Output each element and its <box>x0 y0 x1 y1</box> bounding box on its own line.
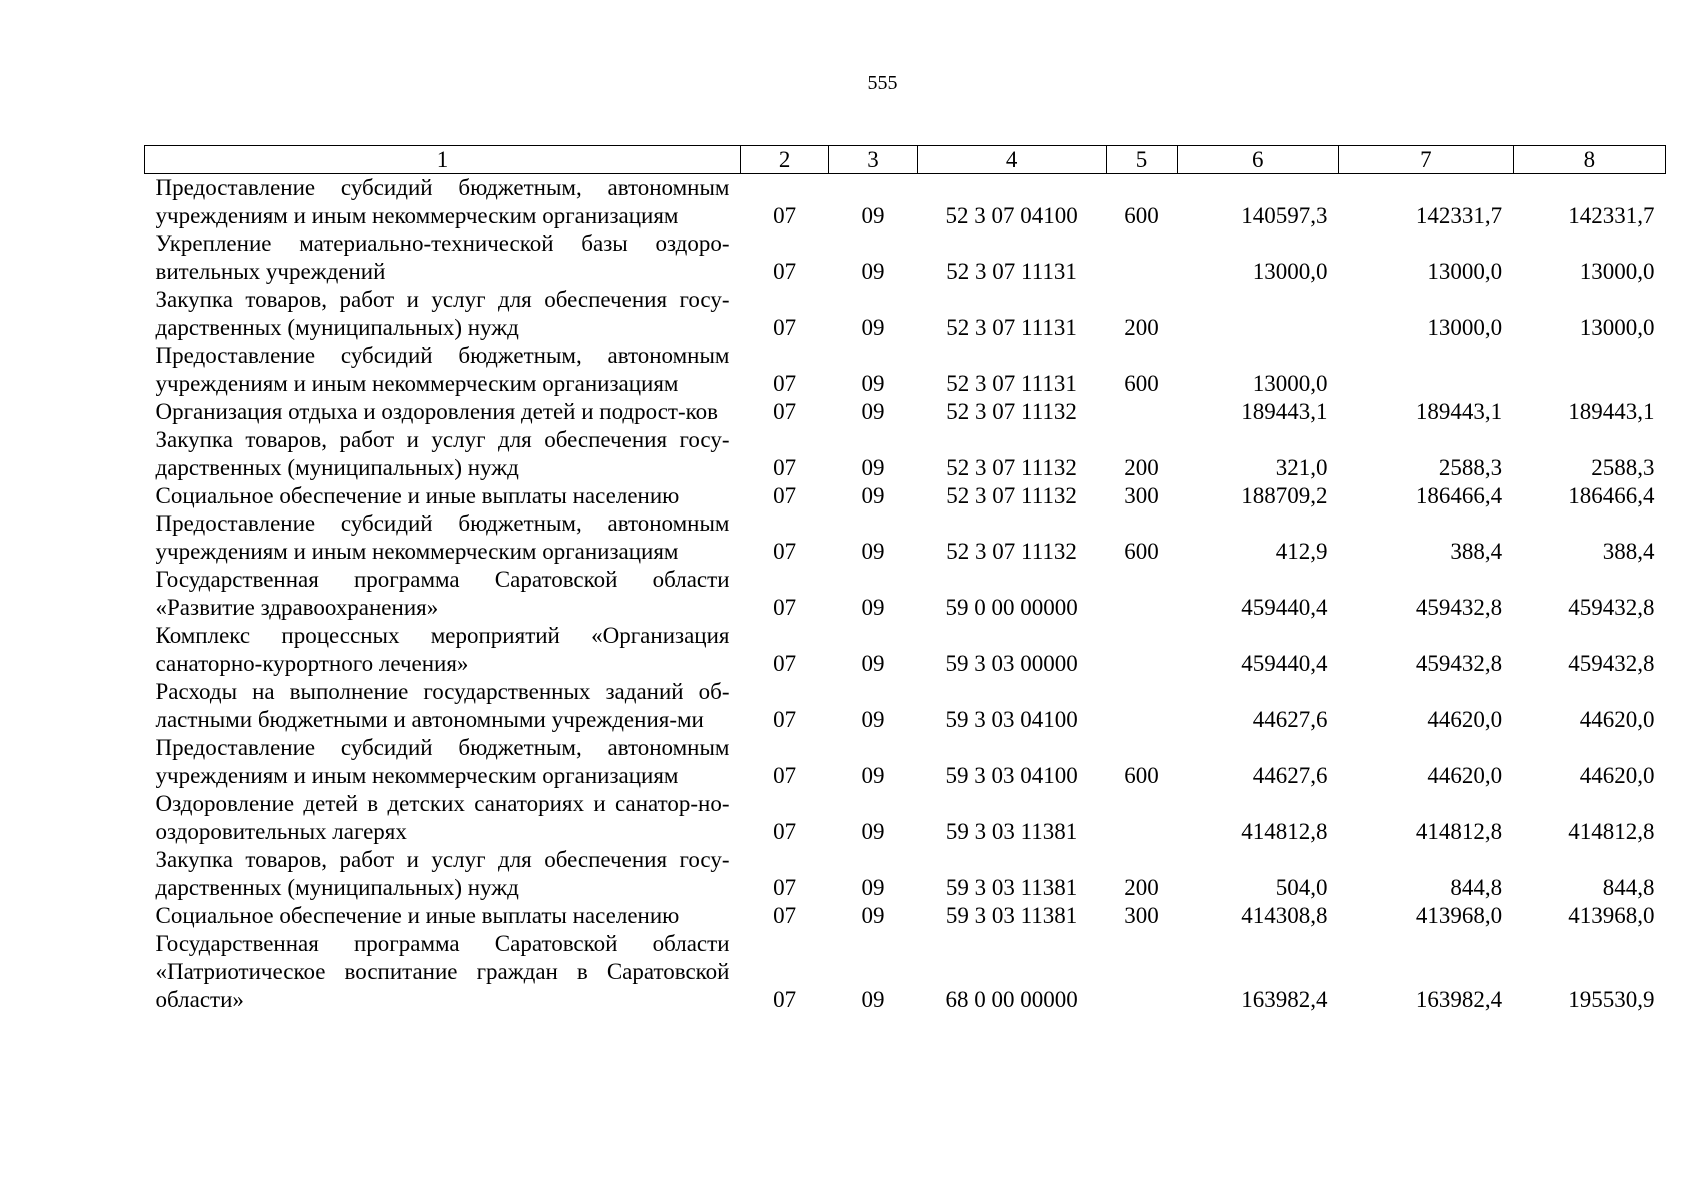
table-row <box>145 482 1666 510</box>
amount-col-6: 412,9 <box>1275 539 1328 564</box>
table-row <box>145 734 1666 790</box>
expense-type-code <box>1106 678 1177 734</box>
amount-col-8 <box>1513 342 1665 398</box>
row-name: Предоставление субсидий бюджетным, автономным учреждениям и иным некоммерческим организациям <box>155 735 730 788</box>
subsection-code: 09 <box>861 987 885 1012</box>
target-article-code: 59 3 03 11381 <box>945 819 1078 844</box>
amount-col-8: 844,8 <box>1602 875 1655 900</box>
amount-col-8: 414812,8 <box>1568 819 1655 844</box>
section-code: 07 <box>773 539 797 564</box>
target-article-code: 52 3 07 11132 <box>946 483 1077 508</box>
amount-col-7: 186466,4 <box>1415 483 1503 508</box>
amount-col-7: 459432,8 <box>1415 595 1503 620</box>
table-row <box>145 510 1666 566</box>
row-name: Закупка товаров, работ и услуг для обеспечения госу-дарственных (муниципальных) нужд <box>155 847 730 900</box>
column-header-6: 6 <box>1177 146 1338 174</box>
subsection-code: 09 <box>861 651 885 676</box>
target-article-code: 59 3 03 04100 <box>945 707 1078 732</box>
column-header-7: 7 <box>1339 146 1514 174</box>
target-article-code: 52 3 07 11132 <box>946 455 1077 480</box>
target-article-code: 59 3 03 00000 <box>945 651 1078 676</box>
expense-type-code: 600 <box>1124 203 1159 228</box>
amount-col-7: 44620,0 <box>1427 707 1503 732</box>
row-name: Комплекс процессных мероприятий «Организация санаторно-курортного лечения» <box>155 623 730 676</box>
amount-col-6: 44627,6 <box>1252 763 1328 788</box>
subsection-code: 09 <box>861 903 885 928</box>
expense-type-code <box>1106 398 1177 426</box>
amount-col-6: 163982,4 <box>1241 987 1328 1012</box>
amount-col-6: 189443,1 <box>1241 399 1328 424</box>
section-code: 07 <box>773 707 797 732</box>
column-header-2: 2 <box>741 146 829 174</box>
row-name: Социальное обеспечение и иные выплаты населению <box>155 903 680 928</box>
subsection-code: 09 <box>861 875 885 900</box>
amount-col-7: 142331,7 <box>1415 203 1503 228</box>
subsection-code: 09 <box>861 371 885 396</box>
amount-col-7: 414812,8 <box>1415 819 1503 844</box>
row-name: Предоставление субсидий бюджетным, автономным учреждениям и иным некоммерческим организациям <box>155 175 730 228</box>
budget-table <box>144 145 1666 1014</box>
column-header-5: 5 <box>1106 146 1177 174</box>
amount-col-8: 413968,0 <box>1568 903 1655 928</box>
row-name: Государственная программа Саратовской области «Патриотическое воспитание граждан в Саратовской области» <box>155 931 730 1012</box>
target-article-code: 59 3 03 04100 <box>945 763 1078 788</box>
row-name: Организация отдыха и оздоровления детей и подрост-ков <box>155 399 718 424</box>
amount-col-6: 44627,6 <box>1252 707 1328 732</box>
header-row <box>145 146 1666 174</box>
amount-col-6: 459440,4 <box>1241 595 1328 620</box>
amount-col-7: 13000,0 <box>1427 259 1503 284</box>
amount-col-8: 388,4 <box>1602 539 1655 564</box>
amount-col-7: 13000,0 <box>1427 315 1503 340</box>
amount-col-7: 844,8 <box>1450 875 1503 900</box>
subsection-code: 09 <box>861 483 885 508</box>
amount-col-7: 413968,0 <box>1415 903 1503 928</box>
expense-type-code: 200 <box>1124 875 1159 900</box>
table-row <box>145 342 1666 398</box>
table-body <box>145 174 1666 1015</box>
subsection-code: 09 <box>861 707 885 732</box>
amount-col-8: 195530,9 <box>1568 987 1655 1012</box>
amount-col-7: 2588,3 <box>1438 455 1503 480</box>
expense-type-code: 300 <box>1124 483 1159 508</box>
row-name: Расходы на выполнение государственных заданий об-ластными бюджетными и автономными учреждения-ми <box>155 679 730 732</box>
table-row <box>145 622 1666 678</box>
amount-col-8: 189443,1 <box>1568 399 1655 424</box>
amount-col-7: 459432,8 <box>1415 651 1503 676</box>
subsection-code: 09 <box>861 203 885 228</box>
expense-type-code: 300 <box>1124 903 1159 928</box>
section-code: 07 <box>773 763 797 788</box>
amount-col-8: 186466,4 <box>1568 483 1655 508</box>
amount-col-8: 13000,0 <box>1579 315 1655 340</box>
section-code: 07 <box>773 203 797 228</box>
expense-type-code <box>1106 790 1177 846</box>
column-header-8: 8 <box>1513 146 1665 174</box>
subsection-code: 09 <box>861 763 885 788</box>
target-article-code: 52 3 07 04100 <box>945 203 1078 228</box>
expense-type-code: 600 <box>1124 763 1159 788</box>
table-row <box>145 230 1666 286</box>
table-row <box>145 846 1666 902</box>
column-header-4: 4 <box>917 146 1106 174</box>
section-code: 07 <box>773 455 797 480</box>
column-header-1: 1 <box>145 146 741 174</box>
table-row <box>145 930 1666 1014</box>
amount-col-6: 13000,0 <box>1252 259 1328 284</box>
expense-type-code <box>1106 230 1177 286</box>
amount-col-7: 44620,0 <box>1427 763 1503 788</box>
target-article-code: 52 3 07 11132 <box>946 399 1077 424</box>
expense-type-code: 200 <box>1124 455 1159 480</box>
subsection-code: 09 <box>861 315 885 340</box>
target-article-code: 52 3 07 11131 <box>946 259 1077 284</box>
amount-col-8: 459432,8 <box>1568 595 1655 620</box>
amount-col-6: 459440,4 <box>1241 651 1328 676</box>
amount-col-6: 414812,8 <box>1241 819 1328 844</box>
expense-type-code <box>1106 566 1177 622</box>
amount-col-7: 189443,1 <box>1415 399 1503 424</box>
target-article-code: 52 3 07 11132 <box>946 539 1077 564</box>
subsection-code: 09 <box>861 259 885 284</box>
section-code: 07 <box>773 875 797 900</box>
amount-col-6 <box>1177 286 1338 342</box>
amount-col-7 <box>1339 342 1514 398</box>
section-code: 07 <box>773 595 797 620</box>
amount-col-8: 142331,7 <box>1568 203 1655 228</box>
section-code: 07 <box>773 483 797 508</box>
amount-col-7: 163982,4 <box>1415 987 1503 1012</box>
subsection-code: 09 <box>861 455 885 480</box>
section-code: 07 <box>773 259 797 284</box>
section-code: 07 <box>773 903 797 928</box>
target-article-code: 52 3 07 11131 <box>946 315 1077 340</box>
expense-type-code <box>1106 622 1177 678</box>
table-row <box>145 678 1666 734</box>
row-name: Предоставление субсидий бюджетным, автономным учреждениям и иным некоммерческим организациям <box>155 511 730 564</box>
amount-col-6: 140597,3 <box>1241 203 1328 228</box>
subsection-code: 09 <box>861 539 885 564</box>
row-name: Закупка товаров, работ и услуг для обеспечения госу-дарственных (муниципальных) нужд <box>155 427 730 480</box>
amount-col-6: 188709,2 <box>1241 483 1328 508</box>
table-row <box>145 902 1666 930</box>
section-code: 07 <box>773 987 797 1012</box>
amount-col-8: 44620,0 <box>1579 763 1655 788</box>
expense-type-code: 200 <box>1124 315 1159 340</box>
amount-col-6: 321,0 <box>1275 455 1328 480</box>
amount-col-8: 2588,3 <box>1591 455 1655 480</box>
column-header-3: 3 <box>829 146 917 174</box>
table-row <box>145 790 1666 846</box>
section-code: 07 <box>773 315 797 340</box>
section-code: 07 <box>773 651 797 676</box>
amount-col-6: 504,0 <box>1275 875 1328 900</box>
section-code: 07 <box>773 819 797 844</box>
target-article-code: 68 0 00 00000 <box>945 987 1078 1012</box>
expense-type-code <box>1106 930 1177 1014</box>
row-name: Социальное обеспечение и иные выплаты населению <box>155 483 680 508</box>
target-article-code: 59 3 03 11381 <box>945 875 1078 900</box>
subsection-code: 09 <box>861 819 885 844</box>
amount-col-7: 388,4 <box>1450 539 1503 564</box>
amount-col-6: 414308,8 <box>1241 903 1328 928</box>
target-article-code: 52 3 07 11131 <box>946 371 1077 396</box>
table-header <box>145 146 1666 174</box>
section-code: 07 <box>773 399 797 424</box>
amount-col-6: 13000,0 <box>1252 371 1328 396</box>
target-article-code: 59 0 00 00000 <box>945 595 1078 620</box>
table-row <box>145 566 1666 622</box>
table-row <box>145 398 1666 426</box>
table-row <box>145 426 1666 482</box>
subsection-code: 09 <box>861 399 885 424</box>
page-number: 555 <box>867 72 898 94</box>
amount-col-8: 459432,8 <box>1568 651 1655 676</box>
table-row <box>145 286 1666 342</box>
subsection-code: 09 <box>861 595 885 620</box>
expense-type-code: 600 <box>1124 371 1159 396</box>
row-name: Укрепление материально-технической базы оздоро-вительных учреждений <box>155 231 730 284</box>
row-name: Государственная программа Саратовской области «Развитие здравоохранения» <box>155 567 730 620</box>
row-name: Предоставление субсидий бюджетным, автономным учреждениям и иным некоммерческим организациям <box>155 343 730 396</box>
expense-type-code: 600 <box>1124 539 1159 564</box>
table-row <box>145 174 1666 231</box>
row-name: Оздоровление детей в детских санаториях и санатор-но-оздоровительных лагерях <box>155 791 730 844</box>
section-code: 07 <box>773 371 797 396</box>
amount-col-8: 44620,0 <box>1579 707 1655 732</box>
row-name: Закупка товаров, работ и услуг для обеспечения госу-дарственных (муниципальных) нужд <box>155 287 730 340</box>
target-article-code: 59 3 03 11381 <box>945 903 1078 928</box>
amount-col-8: 13000,0 <box>1579 259 1655 284</box>
